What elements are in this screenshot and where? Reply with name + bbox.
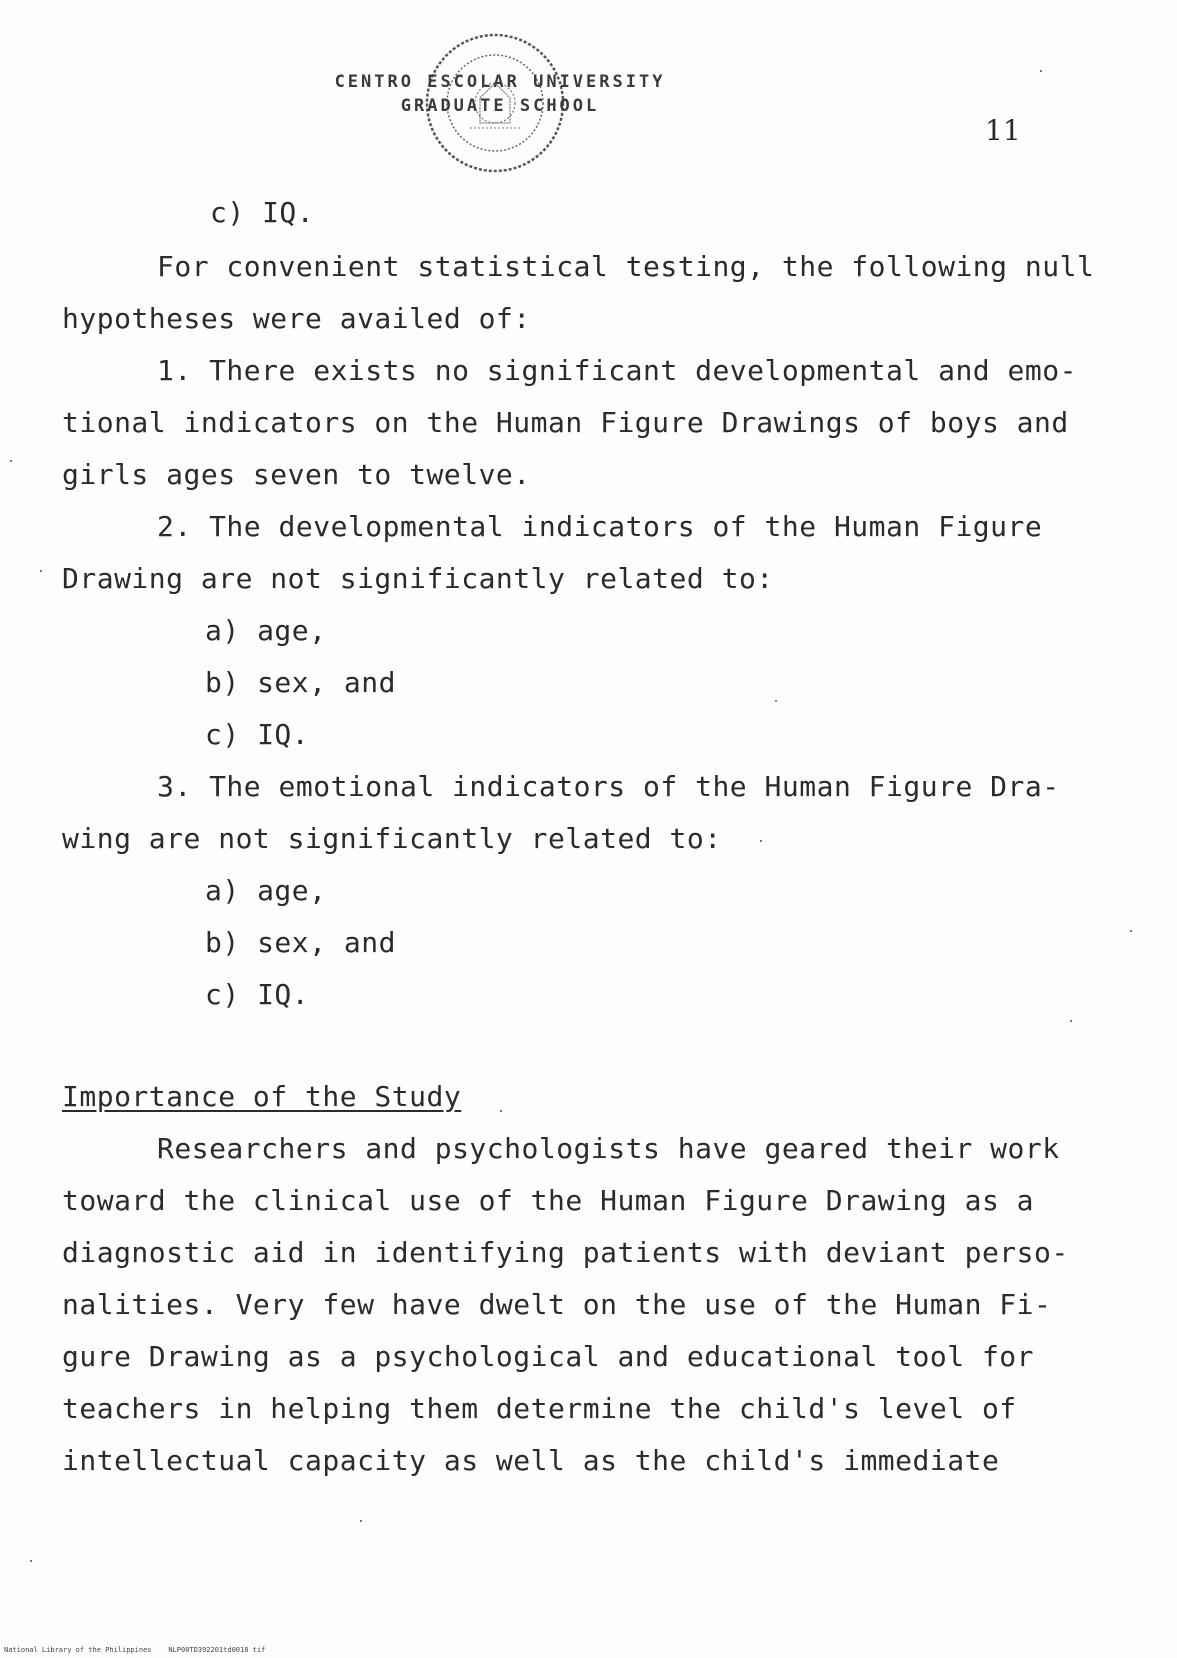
page-number: 11: [985, 114, 1021, 147]
scan-speck: [775, 700, 777, 702]
hypothesis-line: 1. There exists no significant developmental and emo-: [157, 354, 1077, 387]
scan-speck: [1130, 930, 1132, 932]
header-line-1: CENTRO ESCOLAR UNIVERSITY: [334, 72, 666, 92]
list-item: a) age,: [205, 614, 327, 647]
hypothesis-line: Drawing are not significantly related to:: [62, 562, 774, 595]
list-item: c) IQ.: [205, 978, 310, 1011]
scan-speck: [760, 840, 762, 842]
section-heading: Importance of the Study: [62, 1080, 462, 1113]
list-item: b) sex, and: [205, 926, 396, 959]
scan-speck: [1040, 70, 1042, 72]
header-line-2: GRADUATE SCHOOL: [400, 96, 600, 116]
list-item: c) IQ.: [205, 718, 310, 751]
hypothesis-line: wing are not significantly related to:: [62, 822, 722, 855]
paragraph-line: Researchers and psychologists have geared their work: [157, 1132, 1060, 1165]
institution-header: [290, 70, 710, 118]
scan-speck: [30, 1560, 32, 1562]
scan-speck: [500, 1110, 502, 1112]
paragraph-line: diagnostic aid in identifying patients with deviant perso-: [62, 1236, 1069, 1269]
hypothesis-line: 3. The emotional indicators of the Human Figure Dra-: [157, 770, 1060, 803]
hypothesis-line: 2. The developmental indicators of the Human Figure: [157, 510, 1043, 543]
scan-speck: [360, 1520, 362, 1522]
paragraph-line: nalities. Very few have dwelt on the use of the Human Fi-: [62, 1288, 1052, 1321]
list-item: c) IQ.: [210, 196, 315, 229]
paragraph-line: teachers in helping them determine the child's level of: [62, 1392, 1017, 1425]
scan-footer: National Library of the Philippines NLP00TD392201td0018 tif: [4, 1646, 266, 1654]
paragraph-line: toward the clinical use of the Human Figure Drawing as a: [62, 1184, 1035, 1217]
hypothesis-line: tional indicators on the Human Figure Drawings of boys and: [62, 406, 1069, 439]
list-item: b) sex, and: [205, 666, 396, 699]
scan-speck: [40, 570, 42, 572]
paragraph-line: hypotheses were availed of:: [62, 302, 531, 335]
paragraph-line: intellectual capacity as well as the child's immediate: [62, 1444, 1000, 1477]
paragraph-line: gure Drawing as a psychological and educational tool for: [62, 1340, 1035, 1373]
list-item: a) age,: [205, 874, 327, 907]
scan-speck: [10, 460, 12, 462]
hypothesis-line: girls ages seven to twelve.: [62, 458, 531, 491]
scan-speck: [1070, 1020, 1072, 1022]
paragraph-line: For convenient statistical testing, the following null: [157, 250, 1095, 283]
